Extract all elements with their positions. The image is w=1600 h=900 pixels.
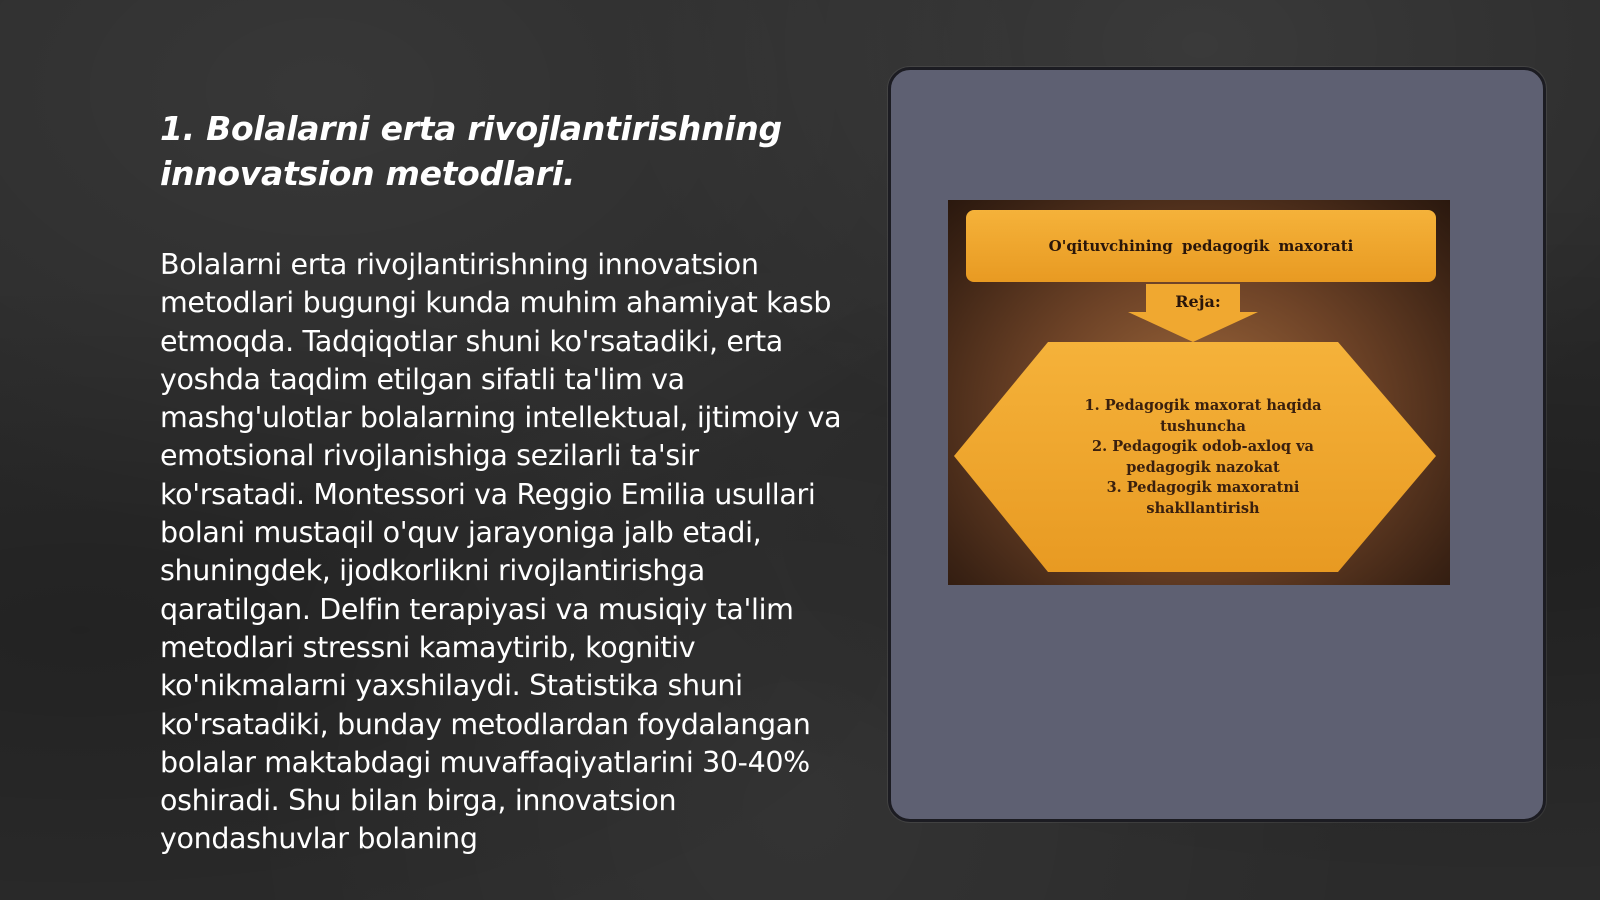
- plan-item: 1. Pedagogik maxorat haqida tushuncha: [1084, 397, 1322, 435]
- embedded-slide-image: [948, 200, 1450, 585]
- plan-item: 3. Pedagogik maxoratni shakllantirish: [1106, 479, 1300, 517]
- plan-list: [1058, 396, 1348, 519]
- header-box-label: O'qituvchining pedagogik maxorati: [1048, 237, 1354, 255]
- reja-label: Reja:: [1175, 292, 1221, 311]
- slide-body-text: Bolalarni erta rivojlantirishning innovatsion metodlari bugungi kunda muhim ahamiyat kasb etmoqda. Tadqiqotlar shuni ko'rsatadiki, erta yoshda taqdim etilgan sifatli ta'lim va mashg'ulotlar bolalarning intellektual, ijtimoiy va emotsional rivojlanishiga sezilarli ta'sir ko'rsatadi. Montessori va Reggio Emilia usullari bolani mustaqil o'quv jarayoniga jalb etadi, shuningdek, ijodkorlikni rivojlantirishga qaratilgan. Delfin terapiyasi va musiqiy ta'lim metodlari stressni kamaytirib, kognitiv ko'nikmalarni yaxshilaydi. Statistika shuni ko'rsatadiki, bunday metodlardan foydalangan bolalar maktabdagi muvaffaqiyatlarini 30-40% oshiradi. Shu bilan birga, innovatsion yondashuvlar bolaning: [160, 248, 842, 856]
- plan-item: 2. Pedagogik odob-axloq va pedagogik nazokat: [1092, 438, 1314, 476]
- slide-title: 1. Bolalarni erta rivojlantirishning innovatsion metodlari.: [160, 109, 782, 193]
